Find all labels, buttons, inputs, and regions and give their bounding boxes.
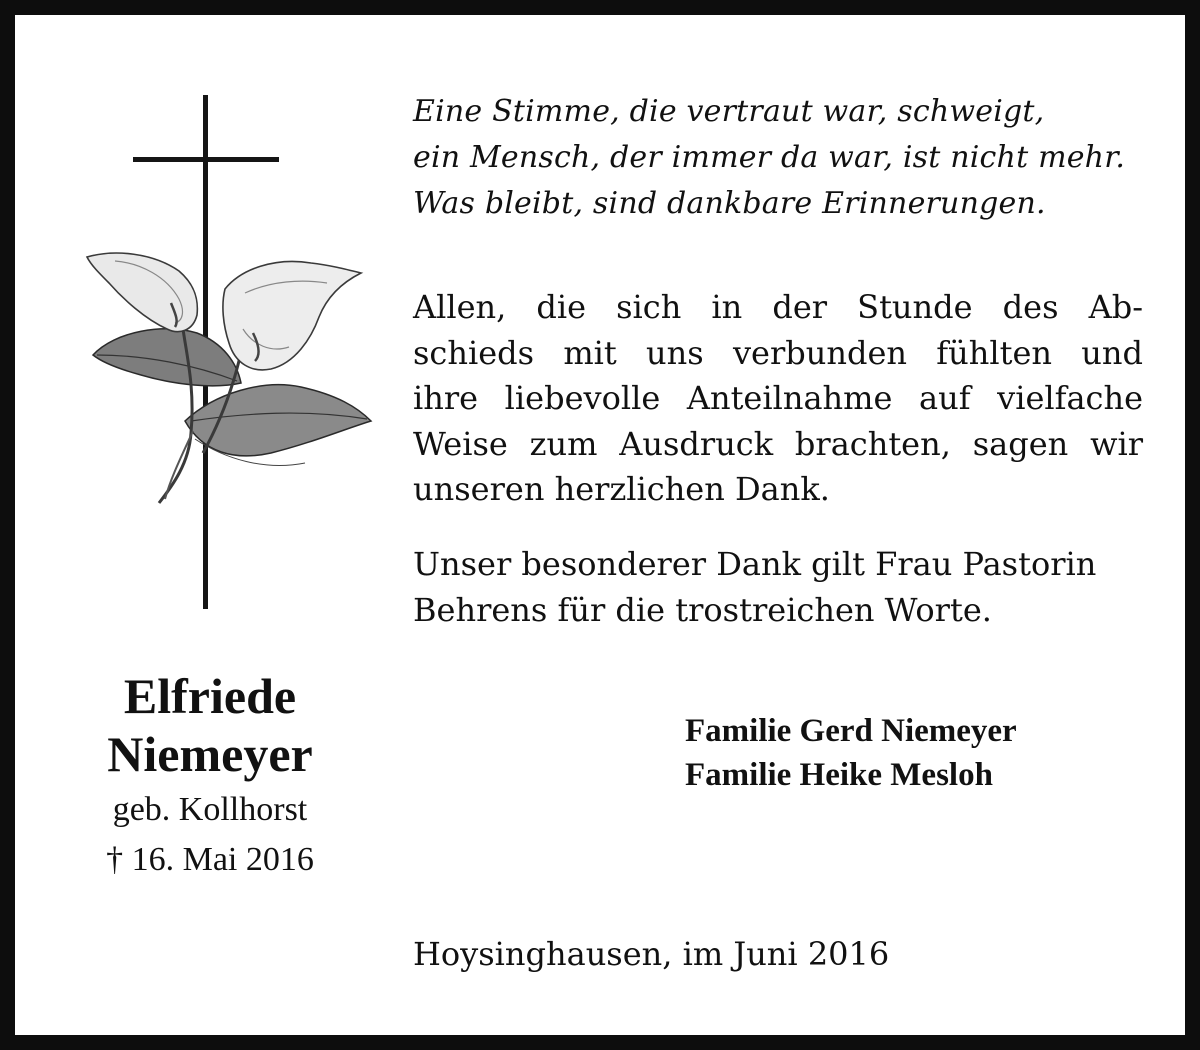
thanks-line: ihre liebevolle Anteilnahme auf vielfache (413, 379, 1143, 417)
poem-line: ein Mensch, der immer da war, ist nicht mehr. (413, 140, 1126, 175)
special-thanks-line: Unser besonderer Dank gilt Frau Pastorin (413, 545, 1097, 583)
poem-line: Eine Stimme, die vertraut war, schweigt, (413, 94, 1045, 129)
thanks-line: unseren herzlichen Dank. (413, 470, 830, 508)
thanks-line: Weise zum Ausdruck brachten, sagen wir (413, 424, 1143, 463)
cross-icon (75, 93, 385, 613)
death-date: † 16. Mai 2016 (106, 841, 314, 878)
special-thanks-line: Behrens für die trostreichen Worte. (413, 590, 992, 629)
place-and-date: Hoysinghausen, im Juni 2016 (413, 935, 890, 973)
signature-family: Familie Heike Mesloh (685, 757, 993, 793)
poem-line: Was bleibt, sind dankbare Erinnerungen. (413, 186, 1046, 221)
calla-lily-icon (87, 253, 371, 503)
deceased-block (55, 667, 365, 885)
poem (413, 89, 1153, 227)
special-thanks-paragraph (413, 542, 1143, 633)
deceased-last-name: Niemeyer (107, 726, 313, 782)
deceased-first-name: Elfriede (123, 668, 297, 724)
thanks-line: Allen, die sich in der Stunde des Ab- (413, 288, 1143, 326)
thanks-line: schieds mit uns verbunden fühlten und (413, 333, 1143, 372)
signature-family: Familie Gerd Niemeyer (685, 713, 1017, 749)
birth-name: geb. Kollhorst (112, 791, 308, 828)
signatures (685, 709, 1017, 797)
thanks-paragraph (413, 285, 1143, 513)
cross-with-lilies-emblem (75, 93, 385, 613)
